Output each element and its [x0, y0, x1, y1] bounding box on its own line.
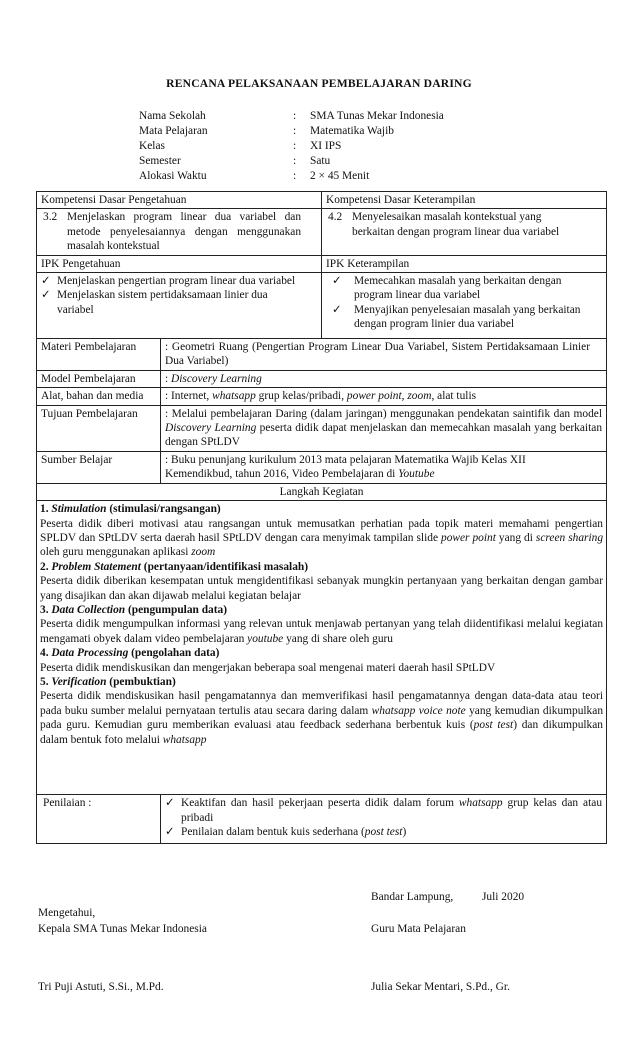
step-heading	[40, 646, 603, 660]
alat-text: ,	[401, 390, 408, 403]
step-span: oleh guru menggunakan aplikasi	[40, 546, 192, 559]
step-span: yang di share oleh guru	[283, 632, 393, 645]
penilaian-span: Keaktifan dan hasil pekerjaan peserta didik dalam forum	[181, 797, 459, 810]
sumber-cell	[161, 451, 607, 483]
step-title: Stimulation	[51, 503, 107, 516]
list-item	[165, 825, 602, 839]
langkah-header: Langkah Kegiatan	[37, 483, 607, 500]
step-heading	[40, 502, 603, 516]
list-item	[41, 288, 317, 317]
materi-label: Materi Pembelajaran	[37, 339, 161, 371]
checkmark-icon: ✓	[332, 303, 342, 316]
step-title: Data Collection	[51, 603, 126, 616]
penilaian-italic: post test	[364, 825, 403, 838]
identity-value: Satu	[310, 155, 331, 167]
step-span: Peserta didik mengumpulkan informasi yang relevan untuk menjawab pertanyan yang telah diidentifikasi melalui kegiatan mengamati obyek dalam video pembelajaran	[40, 618, 604, 645]
langkah-cell	[37, 501, 607, 795]
list-item	[165, 796, 602, 825]
sumber-row	[37, 451, 607, 483]
kd-content-row	[37, 209, 607, 255]
step-subtitle: (pertanyaan/identifikasi masalah)	[140, 560, 309, 573]
step-span: Peserta didik diberi motivasi atau rangsangan untuk memusatkan perhatian pada topik materi memahami pengertian SPLDV dan SPtLDV serta daerah hasil SPtLDV dengan cara menyimak tampilan slide	[40, 517, 604, 544]
step-span: ) dan dikumpulkan dalam bentuk foto melalui	[40, 719, 603, 746]
alat-text: grup kelas/pribadi,	[255, 390, 347, 403]
step-italic: zoom	[191, 546, 216, 559]
step-text	[40, 617, 603, 646]
step-italic: power point	[441, 531, 496, 544]
penilaian-item	[181, 825, 406, 839]
step-title: Data Processing	[51, 647, 129, 660]
checkmark-icon: ✓	[165, 797, 175, 810]
kepala-title: Kepala SMA Tunas Mekar Indonesia	[38, 923, 207, 935]
kd-skill-number: 4.2	[328, 211, 343, 224]
document-title: RENCANA PELAKSANAAN PEMBELAJARAN DARING	[166, 77, 472, 90]
step-subtitle: (stimulasi/rangsangan)	[106, 503, 221, 516]
rpp-table	[36, 191, 607, 844]
materi-value: : Geometri Ruang (Pengertian Program Linear Dua Variabel, Sistem Pertidaksamaan Linier Dua Variabel)	[161, 339, 607, 371]
ipk-knowledge-item: Menjelaskan pengertian program linear dua variabel	[57, 275, 296, 288]
ipk-header-row	[37, 255, 607, 272]
tujuan-cell	[161, 405, 607, 451]
alat-italic: power point	[346, 390, 402, 403]
sumber-label: Sumber Belajar	[37, 451, 161, 483]
kd-skill-cell	[322, 209, 607, 255]
alat-label: Alat, bahan dan media	[37, 388, 161, 405]
identity-label: Alokasi Waktu	[139, 170, 207, 182]
guru-name: Julia Sekar Mentari, S.Pd., Gr.	[371, 981, 510, 993]
checkmark-icon: ✓	[41, 289, 51, 302]
identity-colon: :	[293, 125, 297, 137]
tujuan-text: : Melalui pembelajaran Daring (dalam jaringan) menggunakan pendekatan saintifik dan model	[165, 407, 603, 420]
place-date: Bandar Lampung,	[371, 891, 454, 903]
penilaian-span: Penilaian dalam bentuk kuis sederhana (	[181, 825, 365, 838]
ipk-knowledge-cell	[37, 273, 322, 339]
step-subtitle: (pengolahan data)	[128, 647, 220, 660]
identity-colon: :	[293, 155, 297, 167]
identity-colon: :	[293, 110, 297, 122]
kd-knowledge-cell	[37, 209, 322, 255]
kd-skill-text: Menyelesaikan masalah kontekstual yang berkaitan dengan program linear dua variabel	[352, 211, 560, 238]
ipk-skill-item: Menyajikan penyelesaian masalah yang berkaitan dengan program linier dua variabel	[354, 303, 581, 331]
penilaian-item	[181, 796, 602, 825]
step-span: yang di	[495, 531, 536, 544]
model-row	[37, 370, 607, 387]
step-number: 3.	[40, 603, 52, 616]
guru-title: Guru Mata Pelajaran	[371, 923, 466, 935]
identity-value: SMA Tunas Mekar Indonesia	[310, 110, 444, 122]
step-italic: screen sharing	[535, 531, 604, 544]
materi-row	[37, 339, 607, 371]
kd-knowledge-number: 3.2	[43, 211, 58, 224]
step-number: 5.	[40, 675, 52, 688]
sumber-text: : Buku penunjang kurikulum 2013 mata pelajaran Matematika Wajib Kelas XII Kemendikbud, tahun 2016, Video Pembelajaran di	[165, 453, 526, 481]
mengetahui-label: Mengetahui,	[38, 907, 96, 919]
alat-italic: whatsapp	[212, 390, 256, 403]
model-value: Discovery Learning	[171, 372, 262, 385]
sumber-italic: Youtube	[398, 468, 435, 481]
penilaian-row	[37, 795, 607, 844]
identity-label: Nama Sekolah	[139, 110, 206, 122]
alat-cell	[161, 388, 607, 405]
step-italic: whatsapp voice note	[371, 704, 466, 717]
model-prefix: :	[165, 372, 172, 385]
step-subtitle: (pengumpulan data)	[125, 603, 228, 616]
ipk-skill-cell	[322, 273, 607, 339]
tujuan-row	[37, 405, 607, 451]
alat-row	[37, 388, 607, 405]
checkmark-icon: ✓	[332, 275, 342, 288]
checkmark-icon: ✓	[165, 825, 175, 838]
identity-value: Matematika Wajib	[310, 125, 394, 137]
step-heading	[40, 603, 603, 617]
kepala-name: Tri Puji Astuti, S.Si., M.Pd.	[38, 981, 164, 993]
checkmark-icon: ✓	[41, 275, 51, 288]
ipk-skill-header: IPK Keterampilan	[322, 255, 607, 272]
list-item	[332, 303, 602, 332]
list-item	[332, 274, 602, 303]
kd-header-row	[37, 192, 607, 209]
ipk-skill-item: Memecahkan masalah yang berkaitan dengan program linear dua variabel	[354, 275, 562, 302]
alat-text: , alat tulis	[431, 390, 477, 403]
alat-text: : Internet,	[165, 390, 213, 403]
step-subtitle: (pembuktian)	[106, 675, 176, 688]
ipk-knowledge-header: IPK Pengetahuan	[37, 255, 322, 272]
step-title: Verification	[51, 675, 107, 688]
model-label: Model Pembelajaran	[37, 370, 161, 387]
step-italic: youtube	[247, 632, 284, 645]
tujuan-label: Tujuan Pembelajaran	[37, 405, 161, 451]
step-heading	[40, 560, 603, 574]
month-year: Juli 2020	[482, 891, 525, 903]
penilaian-cell	[161, 795, 607, 844]
tujuan-italic: Discovery Learning	[165, 422, 257, 435]
identity-value: XI IPS	[310, 140, 342, 152]
step-text: Peserta didik diberikan kesempatan untuk mengidentifikasi sebanyak mungkin pertanyaan yang berkaitan dengan gambar yang disajikan dan akan dijawab melalui kegiatan belajar	[40, 575, 604, 602]
step-italic: whatsapp	[162, 733, 207, 746]
tujuan-text: peserta didik dapat menjelaskan dan memecahkan masalah yang berkaitan dengan SPtLDV	[165, 422, 603, 449]
identity-value: 2 × 45 Menit	[310, 170, 370, 182]
identity-colon: :	[293, 140, 297, 152]
penilaian-label: Penilaian :	[37, 795, 161, 844]
step-text	[40, 517, 603, 560]
step-span: yang kemudian dikumpulkan pada guru. Kemudian guru memberikan evaluasi atau feedback sederhana berbentuk kuis (	[40, 704, 604, 732]
kd-skill-header: Kompetensi Dasar Keterampilan	[322, 192, 607, 209]
step-number: 1.	[40, 503, 52, 516]
penilaian-span: )	[402, 825, 407, 838]
step-text: Peserta didik mendiskusikan dan mengerjakan beberapa soal mengenai materi daerah hasil SPtLDV	[40, 661, 496, 674]
step-heading	[40, 675, 603, 689]
alat-italic: zoom	[407, 390, 432, 403]
step-span: Peserta didik mendiskusikan hasil pengamatannya dan memverifikasi hasil pengamatannya dengan data-data atau teori pada buku sumber melalui pernyataan tertulis atau secara daring dalam	[40, 690, 604, 717]
step-number: 4.	[40, 647, 52, 660]
identity-colon: :	[293, 170, 297, 182]
list-item	[41, 274, 317, 288]
step-number: 2.	[40, 560, 52, 573]
penilaian-italic: whatsapp	[458, 797, 503, 810]
langkah-content-row	[37, 501, 607, 795]
step-title: Problem Statement	[51, 560, 141, 573]
identity-label: Mata Pelajaran	[139, 125, 208, 137]
kd-knowledge-text: Menjelaskan program linear dua variabel dan metode penyelesaiannya dengan menggunakan masalah kontekstual	[67, 211, 302, 253]
step-text	[40, 689, 603, 747]
kd-knowledge-header: Kompetensi Dasar Pengetahuan	[37, 192, 322, 209]
ipk-knowledge-item: Menjelaskan sistem pertidaksamaan linier dua variabel	[57, 289, 268, 316]
ipk-content-row	[37, 273, 607, 339]
step-italic: post test	[473, 719, 514, 732]
identity-label: Semester	[139, 155, 181, 167]
model-cell	[161, 370, 607, 387]
penilaian-span: grup kelas dan atau pribadi	[181, 797, 603, 824]
identity-label: Kelas	[139, 140, 165, 152]
langkah-header-row	[37, 483, 607, 500]
